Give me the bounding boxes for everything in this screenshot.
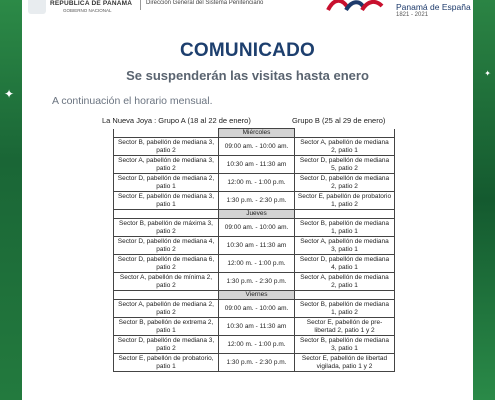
logo-years: 1821 - 2021 xyxy=(396,12,429,18)
group-b-cell: Sector D, pabellón de mediana 2, patio 2 xyxy=(295,174,395,192)
communique-card xyxy=(22,0,473,400)
group-b-label: Grupo B (25 al 29 de enero) xyxy=(292,116,386,125)
sparkle-icon: ✦ xyxy=(484,69,491,78)
bicentennial-logo-icon xyxy=(324,0,384,12)
schedule-table xyxy=(113,128,395,372)
time-cell: 09:00 am. - 10:00 am. xyxy=(219,219,295,237)
sparkle-icon: ✦ xyxy=(4,87,15,101)
group-b-cell: Sector B, pabellón de mediana 1, patio 2 xyxy=(295,300,395,318)
intro-text: A continuación el horario mensual. xyxy=(52,95,213,107)
group-a-cell: Sector B, pabellón de mediana 3, patio 2 xyxy=(114,138,219,156)
green-border-left xyxy=(0,0,22,400)
direccion-label: Dirección General del Sistema Penitenciario xyxy=(146,0,264,6)
table-row xyxy=(114,318,395,336)
page-subtitle: Se suspenderán las visitas hasta enero xyxy=(126,68,369,83)
group-a-cell: Sector B, pabellón de máxima 3, patio 2 xyxy=(114,219,219,237)
time-cell: 09:00 am. - 10:00 am. xyxy=(219,300,295,318)
table-row xyxy=(114,174,395,192)
time-cell: 12:00 m. - 1:00 p.m. xyxy=(219,174,295,192)
time-cell: 10:30 am - 11:30 am xyxy=(219,237,295,255)
group-b-cell: Sector A, pabellón de mediana 2, patio 1 xyxy=(295,138,395,156)
group-b-cell: Sector D, pabellón de mediana 4, patio 1 xyxy=(295,255,395,273)
table-row xyxy=(114,354,395,372)
header-bar xyxy=(22,0,473,22)
logo-text: Panamá de España xyxy=(396,2,471,12)
group-a-label: La Nueva Joya : Grupo A (18 al 22 de enero) xyxy=(102,116,251,125)
group-b-cell: Sector A, pabellón de mediana 3, patio 1 xyxy=(295,237,395,255)
group-a-cell: Sector E, pabellón de probatorio, patio 1 xyxy=(114,354,219,372)
table-row xyxy=(114,273,395,291)
time-cell: 09:00 am. - 10:00 am. xyxy=(219,138,295,156)
republica-label: REPÚBLICA DE PANAMÁ xyxy=(50,0,133,7)
group-b-cell: Sector B, pabellón de mediana 1, patio 1 xyxy=(295,219,395,237)
green-border-right xyxy=(473,0,495,400)
group-a-cell: Sector A, pabellón de mínima 2, patio 2 xyxy=(114,273,219,291)
time-cell: 1:30 p.m. - 2:30 p.m. xyxy=(219,192,295,210)
group-b-cell: Sector D, pabellón de mediana 5, patio 2 xyxy=(295,156,395,174)
day-label: Jueves xyxy=(219,210,295,219)
group-b-cell: Sector E, pabellón de pre-libertad 2, patio 1 y 2 xyxy=(295,318,395,336)
header-divider xyxy=(140,0,141,10)
day-label: Miércoles xyxy=(219,129,295,138)
group-a-cell: Sector E, pabellón de mediana 3, patio 1 xyxy=(114,192,219,210)
time-cell: 1:30 p.m. - 2:30 p.m. xyxy=(219,273,295,291)
group-b-cell: Sector E, pabellón de libertad vigilada, patio 1 y 2 xyxy=(295,354,395,372)
group-a-cell: Sector D, pabellón de mediana 4, patio 2 xyxy=(114,237,219,255)
group-b-cell: Sector A, pabellón de mediana 2, patio 1 xyxy=(295,273,395,291)
table-row xyxy=(114,237,395,255)
day-row xyxy=(114,210,395,219)
table-row xyxy=(114,192,395,210)
group-a-cell: Sector A, pabellón de mediana 2, patio 2 xyxy=(114,300,219,318)
day-row xyxy=(114,291,395,300)
time-cell: 10:30 am - 11:30 am xyxy=(219,318,295,336)
group-a-cell: Sector D, pabellón de mediana 3, patio 2 xyxy=(114,336,219,354)
group-a-cell: Sector A, pabellón de mediana 3, patio 2 xyxy=(114,156,219,174)
time-cell: 10:30 am - 11:30 am xyxy=(219,156,295,174)
gobierno-label: GOBIERNO NACIONAL xyxy=(63,8,112,13)
group-a-cell: Sector D, pabellón de mediana 2, patio 1 xyxy=(114,174,219,192)
day-row xyxy=(114,129,395,138)
group-a-cell: Sector D, pabellón de mediana 6, patio 2 xyxy=(114,255,219,273)
table-row xyxy=(114,156,395,174)
coat-of-arms-icon xyxy=(28,0,46,14)
time-cell: 12:00 m. - 1:00 p.m. xyxy=(219,255,295,273)
table-row xyxy=(114,300,395,318)
time-cell: 1:30 p.m. - 2:30 p.m. xyxy=(219,354,295,372)
group-a-cell: Sector B, pabellón de extrema 2, patio 1 xyxy=(114,318,219,336)
page-title: COMUNICADO xyxy=(180,40,315,61)
group-b-cell: Sector E, pabellón de probatorio 1, patio 2 xyxy=(295,192,395,210)
table-row xyxy=(114,219,395,237)
group-b-cell: Sector B, pabellón de mediana 3, patio 1 xyxy=(295,336,395,354)
table-row xyxy=(114,138,395,156)
time-cell: 12:00 m. - 1:00 p.m. xyxy=(219,336,295,354)
day-label: Viernes xyxy=(219,291,295,300)
table-row xyxy=(114,255,395,273)
table-row xyxy=(114,336,395,354)
